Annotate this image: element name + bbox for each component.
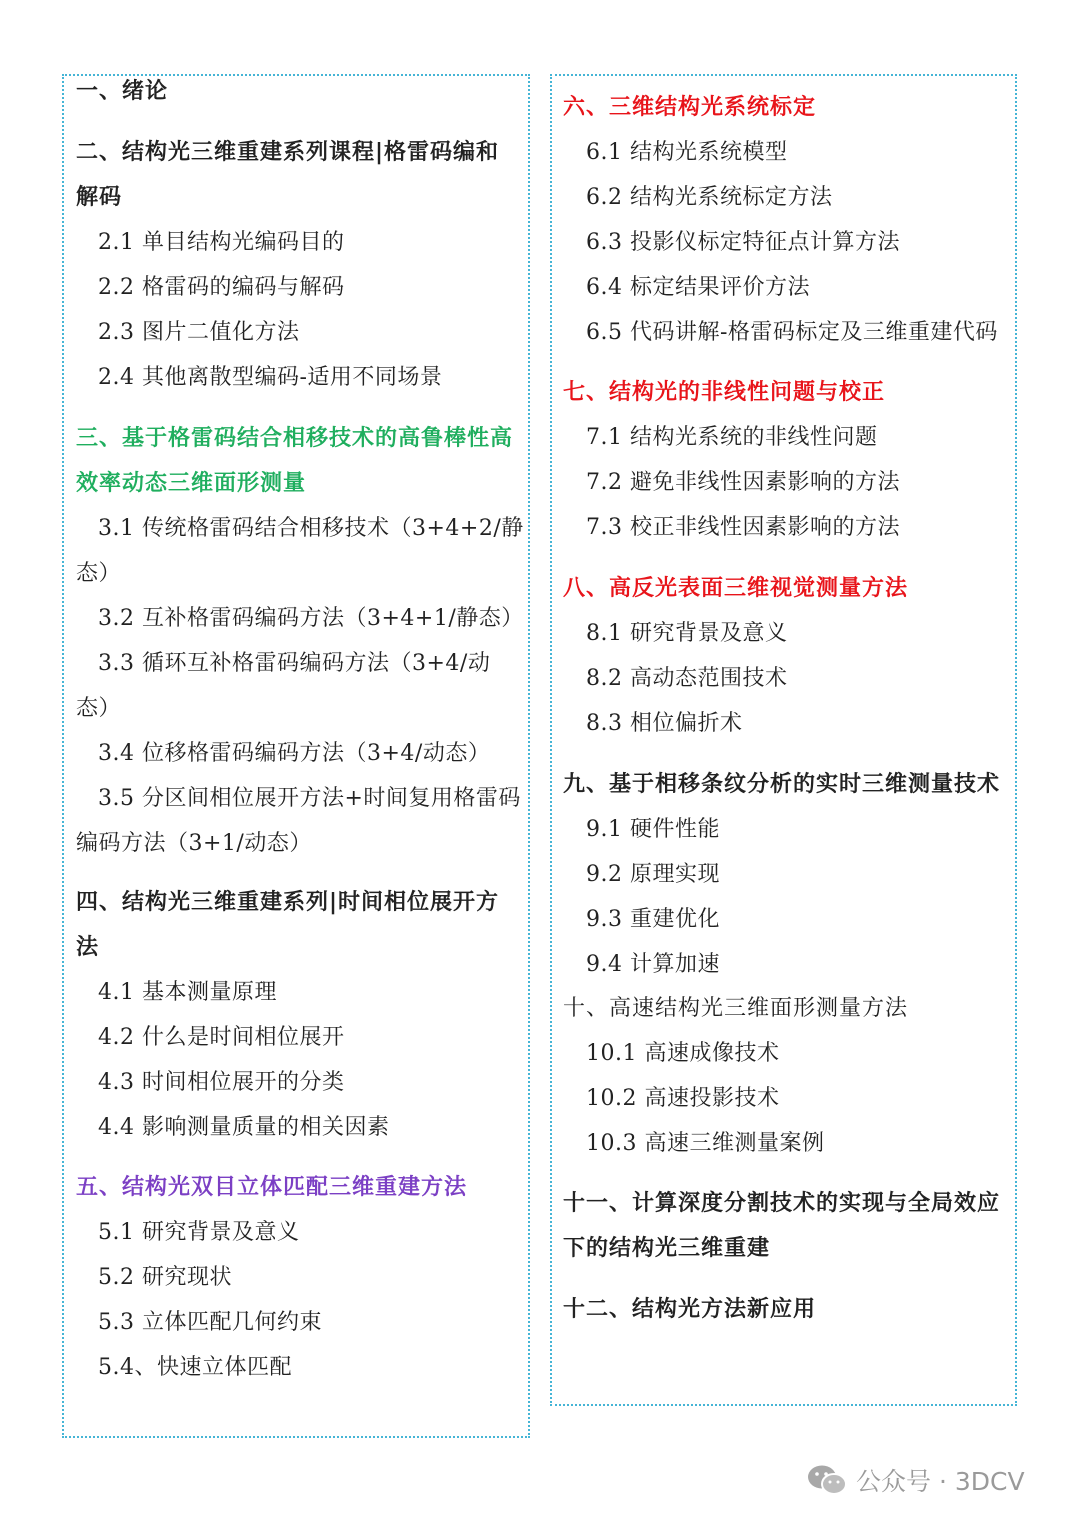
chapter-10-heading: 十、高速结构光三维面形测量方法 [563,996,909,1021]
toc-item: 2.3 图片二值化方法 [98,320,300,345]
toc-item: 8.1 研究背景及意义 [586,621,788,646]
chapter-3-heading: 三、基于格雷码结合相移技术的高鲁棒性高 [76,426,514,451]
toc-item: 10.3 高速三维测量案例 [586,1131,825,1156]
toc-item-cont: 态） [76,696,122,721]
toc-item: 8.2 高动态范围技术 [586,666,788,691]
toc-item: 2.2 格雷码的编码与解码 [98,275,345,300]
chapter-1-heading: 一、绪论 [76,79,169,104]
toc-item: 10.2 高速投影技术 [586,1086,780,1111]
chapter-4-heading: 四、结构光三维重建系列|时间相位展开方 [76,890,500,915]
toc-item: 5.2 研究现状 [98,1265,232,1290]
chapter-3-heading-cont: 效率动态三维面形测量 [76,471,307,496]
chapter-2-heading: 二、结构光三维重建系列课程|格雷码编和 [76,140,500,165]
toc-item-cont: 态） [76,561,122,586]
chapter-8-heading: 八、高反光表面三维视觉测量方法 [563,576,909,601]
toc-item: 5.1 研究背景及意义 [98,1220,300,1245]
toc-item: 4.1 基本测量原理 [98,980,277,1005]
toc-item: 7.2 避免非线性因素影响的方法 [586,470,900,495]
toc-item: 2.1 单目结构光编码目的 [98,230,345,255]
wechat-icon [806,1463,848,1497]
toc-item: 6.2 结构光系统标定方法 [586,185,833,210]
chapter-12-heading: 十二、结构光方法新应用 [563,1297,817,1322]
chapter-5-heading: 五、结构光双目立体匹配三维重建方法 [76,1175,468,1200]
toc-item: 6.3 投影仪标定特征点计算方法 [586,230,900,255]
chapter-4-heading-cont: 法 [76,935,100,960]
watermark [806,1460,1025,1500]
toc-item: 3.3 循环互补格雷码编码方法（3+4/动 [98,651,491,676]
watermark-text: 公众号 · 3DCV [856,1467,1025,1496]
toc-item: 8.3 相位偏折术 [586,711,743,736]
toc-item: 3.2 互补格雷码编码方法（3+4+1/静态） [98,606,524,631]
toc-item: 7.1 结构光系统的非线性问题 [586,425,878,450]
chapter-2-heading-cont: 解码 [76,185,123,210]
toc-item-cont: 编码方法（3+1/动态） [76,831,312,856]
toc-item: 9.4 计算加速 [586,952,720,977]
toc-item: 4.4 影响测量质量的相关因素 [98,1115,390,1140]
chapter-11-heading: 十一、计算深度分割技术的实现与全局效应 [563,1191,1001,1216]
toc-item: 5.3 立体匹配几何约束 [98,1310,322,1335]
toc-item: 6.5 代码讲解-格雷码标定及三维重建代码 [586,320,998,345]
toc-item: 9.3 重建优化 [586,907,720,932]
toc-item: 4.3 时间相位展开的分类 [98,1070,345,1095]
toc-item: 9.1 硬件性能 [586,817,720,842]
toc-item: 7.3 校正非线性因素影响的方法 [586,515,900,540]
toc-item: 4.2 什么是时间相位展开 [98,1025,345,1050]
chapter-9-heading: 九、基于相移条纹分析的实时三维测量技术 [563,772,1001,797]
chapter-11-heading-cont: 下的结构光三维重建 [563,1236,771,1261]
chapter-7-heading: 七、结构光的非线性问题与校正 [563,380,886,405]
toc-item: 3.5 分区间相位展开方法+时间复用格雷码 [98,786,521,811]
toc-item: 6.4 标定结果评价方法 [586,275,810,300]
toc-item: 3.4 位移格雷码编码方法（3+4/动态） [98,741,491,766]
toc-item: 10.1 高速成像技术 [586,1041,780,1066]
toc-item: 5.4、快速立体匹配 [98,1355,292,1380]
chapter-6-heading: 六、三维结构光系统标定 [563,95,817,120]
toc-item: 3.1 传统格雷码结合相移技术（3+4+2/静 [98,516,524,541]
toc-item: 6.1 结构光系统模型 [586,140,788,165]
toc-item: 2.4 其他离散型编码-适用不同场景 [98,365,443,390]
toc-item: 9.2 原理实现 [586,862,720,887]
